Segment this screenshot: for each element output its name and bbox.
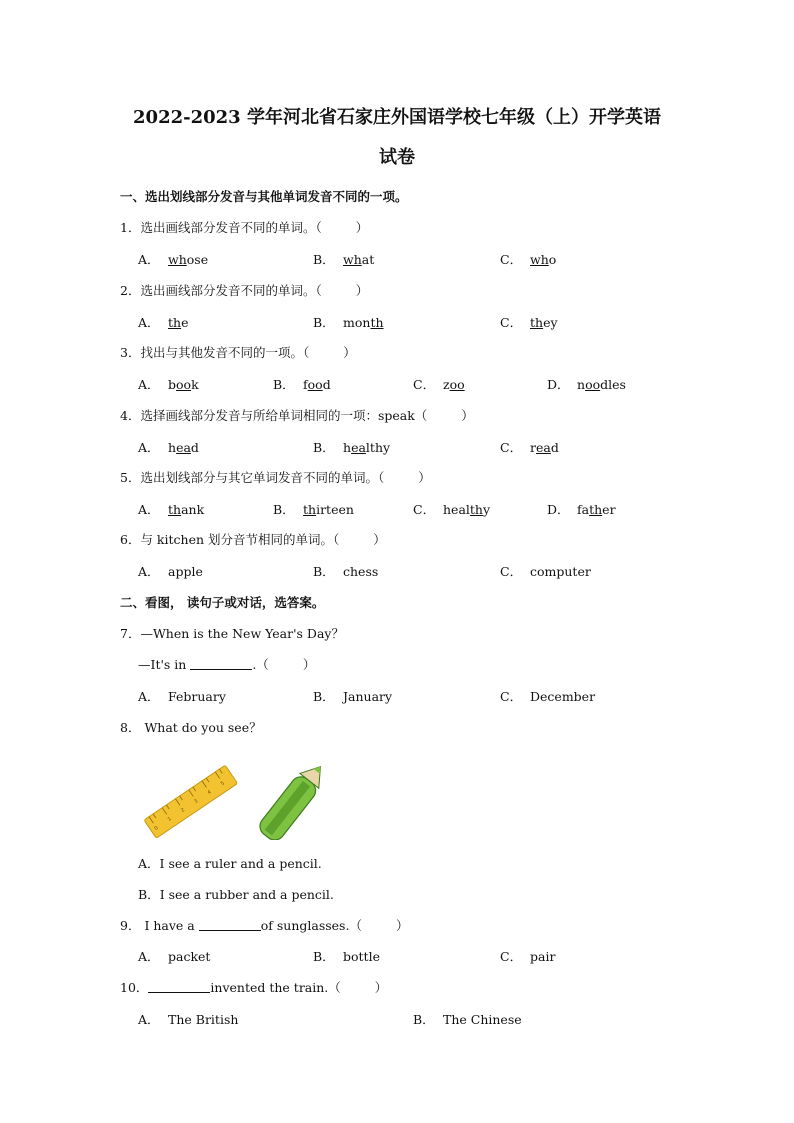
q2-option-a[interactable]: A． the [138,315,189,330]
ruler-mark: 4 [206,789,213,797]
q8-option-a[interactable]: A．I see a ruler and a pencil. [138,856,322,871]
question-6: 6．与 kitchen 划分音节相同的单词。（ ） [120,532,386,547]
question-8: 8． What do you see？ [120,720,262,735]
q9-option-c[interactable]: C． pair [500,949,556,964]
question-3: 3．找出与其他发音不同的一项。（ ） [120,345,356,360]
q5-option-c[interactable]: C． healthy [413,502,491,517]
section-heading-2: 二、看图， 读句子或对话，选答案。 [120,595,325,610]
q3-option-b[interactable]: B． food [273,377,331,392]
q4-option-a[interactable]: A． head [138,440,199,455]
q3-option-d[interactable]: D． noodles [547,377,626,392]
question-9: 9． I have a of sunglasses.（ ） [120,918,409,933]
q1-option-c[interactable]: C． who [500,252,557,267]
page-title-cont: 试卷 [379,147,415,168]
q4-option-b[interactable]: B． healthy [313,440,391,455]
q9-option-a[interactable]: A． packet [138,949,211,964]
question-7: 7．—When is the New Year's Day？ [120,626,344,641]
ruler-mark: 5 [219,780,226,788]
q9-option-b[interactable]: B． bottle [313,949,380,964]
q2-option-b[interactable]: B． month [313,315,384,330]
question-5: 5．选出划线部分与其它单词发音不同的单词。（ ） [120,470,431,485]
q7-option-a[interactable]: A． February [138,689,226,704]
q2-option-c[interactable]: C． they [500,315,558,330]
q10-option-b[interactable]: B． The Chinese [413,1012,522,1027]
question-7-reply: —It's in .（ ） [138,657,316,672]
ruler-mark: 3 [193,798,200,806]
q7-option-c[interactable]: C． December [500,689,596,704]
q5-option-d[interactable]: D． father [547,502,616,517]
ruler-mark: 1 [166,816,173,823]
q6-option-a[interactable]: A． apple [138,564,203,579]
q10-option-a[interactable]: A． The British [138,1012,239,1027]
question-4: 4．选择画线部分发音与所给单词相同的一项：speak（ ） [120,408,474,423]
pencil-image [256,759,331,840]
page-title: 2022-2023 学年河北省石家庄外国语学校七年级（上）开学英语 [133,107,661,128]
q7-option-b[interactable]: B． January [313,689,393,704]
q3-option-c[interactable]: C． zoo [413,377,465,392]
q8-option-b[interactable]: B．I see a rubber and a pencil. [138,887,334,902]
answer-blank[interactable] [199,918,261,931]
q1-option-b[interactable]: B． what [313,252,375,267]
ruler-and-pencil-picture [138,748,338,840]
answer-blank[interactable] [190,657,252,670]
q1-option-a[interactable]: A． whose [138,252,209,267]
ruler-mark: 2 [179,807,186,814]
answer-blank[interactable] [148,980,210,993]
ruler-mark: 0 [153,825,160,832]
q6-option-b[interactable]: B． chess [313,564,379,579]
q3-option-a[interactable]: A． book [138,377,199,392]
ruler-image [144,765,238,838]
q5-option-a[interactable]: A． thank [138,502,205,517]
question-2: 2．选出画线部分发音不同的单词。（ ） [120,283,369,298]
question-10: 10． invented the train.（ ） [120,980,388,995]
question-1: 1．选出画线部分发音不同的单词。（ ） [120,220,369,235]
q4-option-c[interactable]: C． read [500,440,559,455]
q6-option-c[interactable]: C． computer [500,564,591,579]
q5-option-b[interactable]: B． thirteen [273,502,354,517]
section-heading-1: 一、选出划线部分发音与其他单词发音不同的一项。 [120,189,408,204]
